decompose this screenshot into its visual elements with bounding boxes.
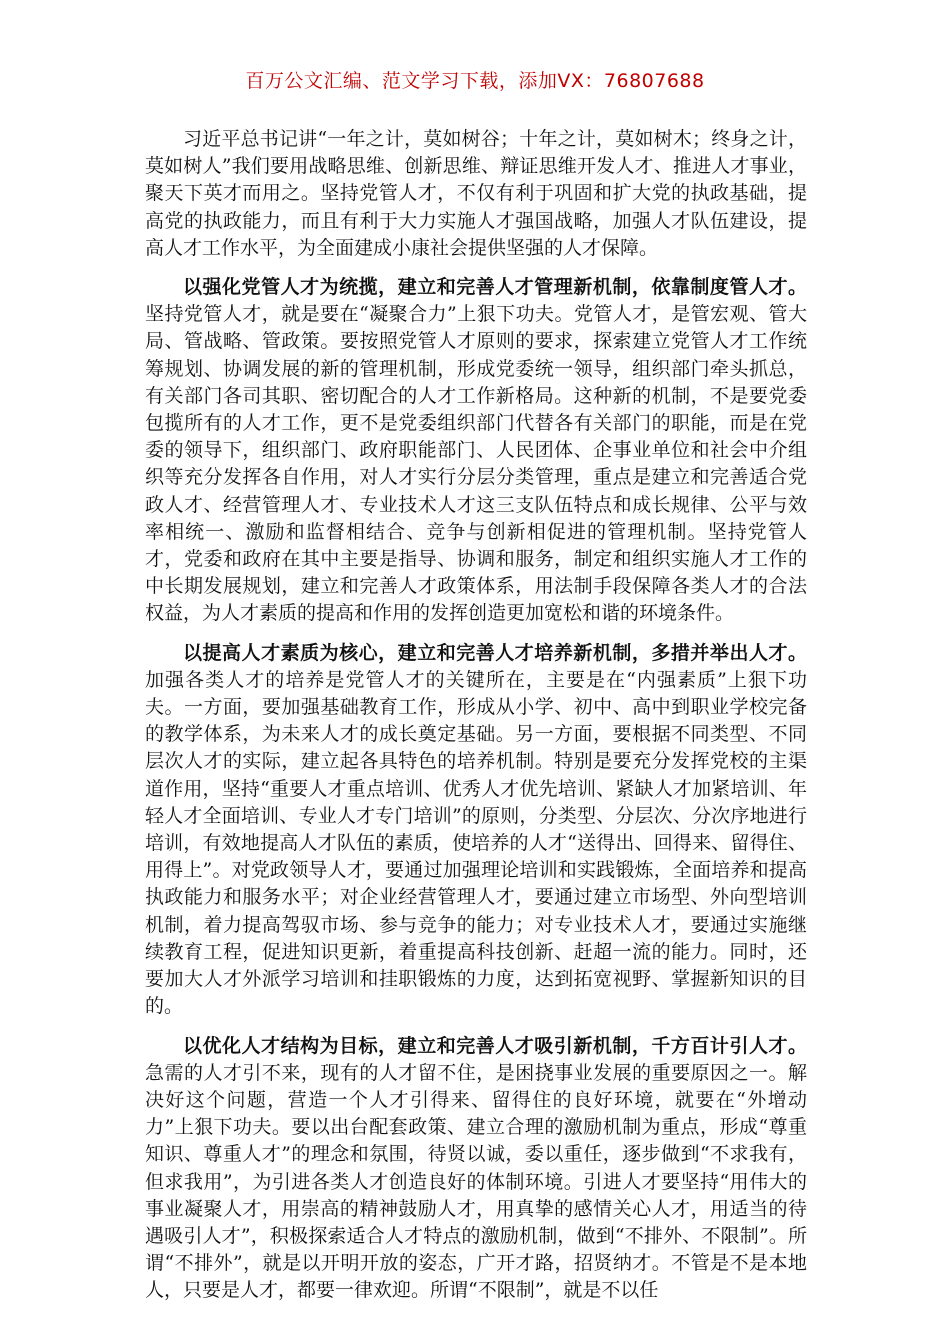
paragraph-management-mechanism [145,274,807,628]
paragraph-attraction-mechanism [145,1033,807,1305]
document-body [145,126,807,1317]
page-header-watermark: 百万公文汇编、范文学习下载，添加VX：76807688 [245,70,705,92]
paragraph-text: 急需的人才引不来，现有的人才留不住，是困挠事业发展的重要原因之一。解决好这个问题，营造一个人才引得来、留得住的良好环境，就要在“外增动力”上狠下功夫。要以出台配套政策、建立合理的激励机制为重点，形成“尊重知识、尊重人才”的理念和氛围，待贤以诚，委以重任，逐步做到“不求我有，但求我用”，为引进各类人才创造良好的体制环境。引进人才要坚持“用伟大的事业凝聚人才，用崇高的精神鼓励人才，用真挚的感情关心人才，用适当的待遇吸引人才”，积极探索适合人才特点的激励机制，做到“不排外、不限制”。所谓“不排外”，就是以开明开放的姿态，广开才路，招贤纳才。不管是不是本地人，只要是人才，都要一律欢迎。所谓“不限制”，就是不以任 [145,1061,807,1302]
paragraph-lead-heading: 以强化党管人才为统揽，建立和完善人才管理新机制，依靠制度管人才。 [183,276,807,299]
paragraph-intro [145,126,807,262]
paragraph-text: 坚持党管人才，就是要在“凝聚合力”上狠下功夫。党管人才，是管宏观、管大局、管战略、管政策。要按照党管人才原则的要求，探索建立党管人才工作统筹规划、协调发展的新的管理机制，形成党委统一领导，组织部门牵头抓总，有关部门各司其职、密切配合的人才工作新格局。这种新的机制，不是要党委包揽所有的人才工作，更不是党委组织部门代替各有关部门的职能，而是在党委的领导下，组织部门、政府职能部门、人民团体、企事业单位和社会中介组织等充分发挥各自作用，对人才实行分层分类管理，重点是建立和完善适合党政人才、经营管理人才、专业技术人才这三支队伍特点和成长规律、公平与效率相统一、激励和监督相结合、竞争与创新相促进的管理机制。坚持党管人才，党委和政府在其中主要是指导、协调和服务，制定和组织实施人才工作的中长期发展规划，建立和完善人才政策体系，用法制手段保障各类人才的合法权益，为人才素质的提高和作用的发挥创造更加宽松和谐的环境条件。 [145,303,807,625]
paragraph-text: 加强各类人才的培养是党管人才的关键所在，主要是在“内强素质”上狠下功夫。一方面，要加强基础教育工作，形成从小学、初中、高中到职业学校完备的教学体系，为未来人才的成长奠定基础。另一方面，要根据不同类型、不同层次人才的实际，建立起各具特色的培养机制。特别是要充分发挥党校的主渠道作用，坚持“重要人才重点培训、优秀人才优先培训、紧缺人才加紧培训、年轻人才全面培训、专业人才专门培训”的原则，分类型、分层次、分次序地进行培训，有效地提高人才队伍的素质，使培养的人才“送得出、回得来、留得住、用得上”。对党政领导人才，要通过加强理论培训和实践锻炼，全面培养和提高执政能力和服务水平；对企业经营管理人才，要通过建立市场型、外向型培训机制，着力提高驾驭市场、参与竞争的能力；对专业技术人才，要通过实施继续教育工程，促进知识更新，着重提高科技创新、赶超一流的能力。同时，还要加大人才外派学习培训和挂职锻炼的力度，达到拓宽视野、掌握新知识的目的。 [145,668,807,1018]
paragraph-text: 习近平总书记讲“一年之计，莫如树谷；十年之计，莫如树木；终身之计，莫如树人”我们要用战略思维、创新思维、辩证思维开发人才、推进人才事业，聚天下英才而用之。坚持党管人才，不仅有利于巩固和扩大党的执政基础，提高党的执政能力，而且有利于大力实施人才强国战略，加强人才队伍建设，提高人才工作水平，为全面建成小康社会提供坚强的人才保障。 [145,128,807,259]
paragraph-lead-heading: 以优化人才结构为目标，建立和完善人才吸引新机制，千方百计引人才。 [183,1034,807,1057]
paragraph-lead-heading: 以提高人才素质为核心，建立和完善人才培养新机制，多措并举出人才。 [183,641,807,664]
paragraph-training-mechanism [145,640,807,1021]
